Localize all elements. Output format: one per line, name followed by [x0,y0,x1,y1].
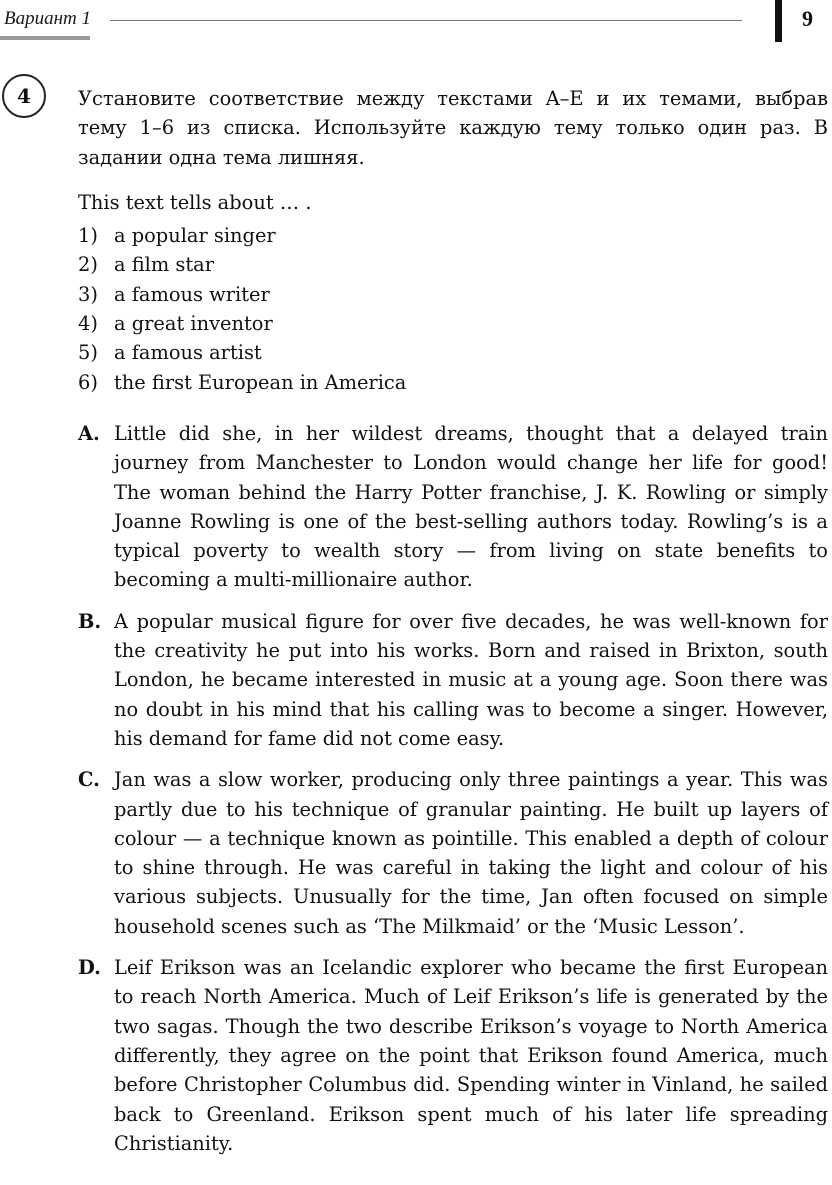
option-label: a film star [114,253,214,277]
option-number: 1) [78,224,98,248]
text-body: Jan was a slow worker, producing only three paintings a year. This was partly due to his technique of granular painting. He built up layers of colour — a technique known as pointille. This enabled a depth of colour to shine through. He was careful in taking the light and colour of his various subjects. Unusually for the time, Jan often focused on simple household scenes such as ‘The Milkmaid’ or the ‘Music Lesson’. [114,768,828,938]
option-number: 6) [78,370,98,394]
text-block-d [78,953,828,1158]
text-body: A popular musical figure for over five decades, he was well-known for the creativity he put into his works. Born and raised in Brixton, south London, he became interested in music at a young age. Soon there was no doubt in his mind that his calling was to become a singer. However, his demand for fame did not come easy. [114,609,828,750]
text-letter: B. [78,609,102,633]
header-rule [110,20,742,21]
task-prompt: This text tells about … . [78,190,312,214]
variant-label: Вариант 1 [4,8,92,29]
topic-options-list [78,221,828,397]
text-letter: A. [78,421,100,445]
topic-option [78,338,828,367]
page-number: 9 [802,6,813,31]
reading-texts [78,419,828,1158]
text-body: Leif Erikson was an Icelandic explorer who became the first European to reach North America. Much of Leif Erikson’s life is generated by the two sagas. Though the two describe Erikson’s voyage to North America differently, they agree on the point that Erikson found America, much before Christopher Columbus did. Spending winter in Vinland, he sailed back to Greenland. Erikson spent much of his later life spreading Christianity. [114,956,828,1155]
option-number: 3) [78,282,98,306]
option-label: a famous artist [114,341,262,365]
task-content [78,84,828,1170]
text-block-b [78,607,828,753]
option-label: the first European in America [114,370,407,394]
topic-option [78,250,828,279]
text-body: Little did she, in her wildest dreams, thought that a delayed train journey from Manchester to London would change her life for good! The woman behind the Harry Potter franchise, J. K. Rowling or simply Joanne Rowling is one of the best-selling authors today. Rowling’s is a typical poverty to wealth story — from living on state benefits to becoming a multi-millionaire author. [114,421,828,592]
text-letter: D. [78,956,101,980]
option-number: 2) [78,253,98,277]
option-number: 5) [78,341,98,365]
option-label: a great inventor [114,312,273,336]
page-header [0,0,832,48]
text-block-a [78,419,828,595]
text-letter: C. [78,768,100,792]
task-instruction: Установите соответствие между текстами A–E и их темами, выбрав тему 1–6 из списка. Используйте каждую тему только один раз. В задании одна тема лишняя. [78,87,828,169]
header-bar [775,0,782,42]
variant-underline [0,36,90,40]
topic-option [78,221,828,250]
text-block-c [78,765,828,941]
option-label: a popular singer [114,224,276,248]
topic-option [78,309,828,338]
topic-option [78,368,828,397]
option-number: 4) [78,312,98,336]
topic-option [78,280,828,309]
option-label: a famous writer [114,282,270,306]
task-number-badge: 4 [2,74,46,118]
